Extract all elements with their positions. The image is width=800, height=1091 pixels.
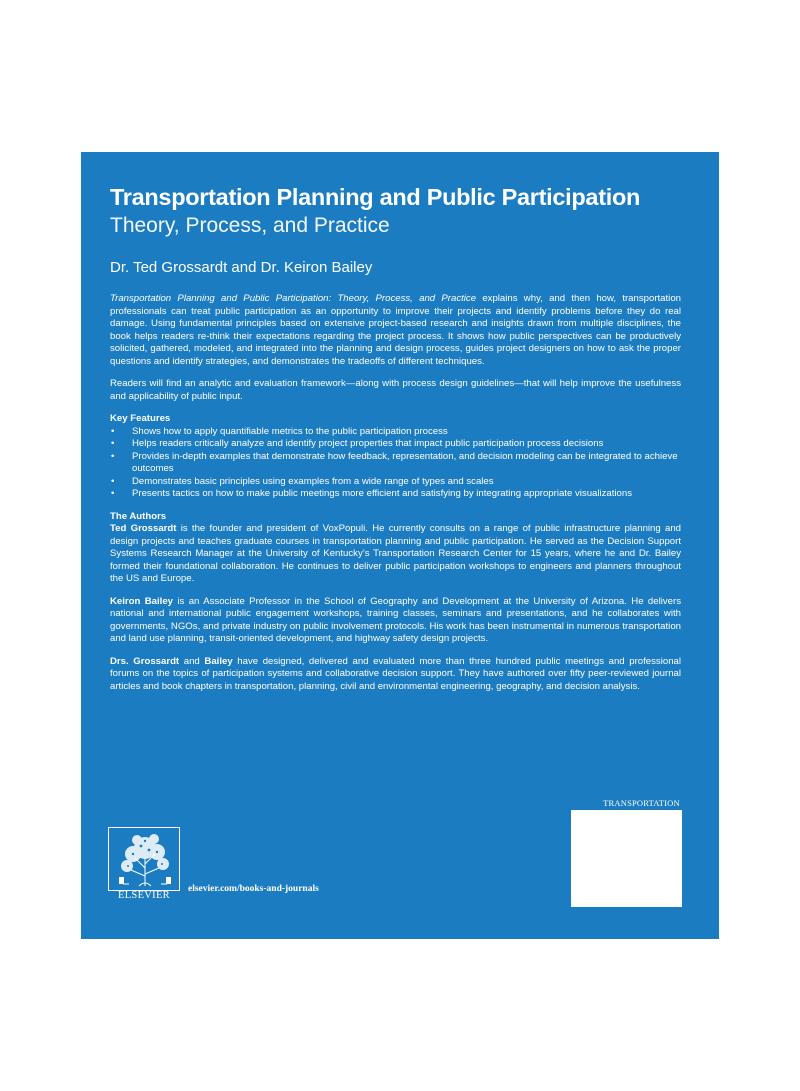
- authors-byline: Dr. Ted Grossardt and Dr. Keiron Bailey: [110, 259, 373, 276]
- intro-text: explains why, and then how, transportation professionals can treat public participation as an opportunity to improve their projects and identify problems before they do real damage. Using fundamental principles based on extensive project-based research and insights drawn from multiple disciplines, the book helps readers re-think their expectations regarding the project process. It shows how public perspectives can be productively solicited, gathered, modeled, and integrated into the planning and design process, guides project designers on how to ask the proper questions and identify strategies, and demonstrates the tradeoffs of different techniques.: [110, 293, 681, 367]
- bailey-name: Keiron Bailey: [110, 595, 174, 607]
- key-feature-item: • Provides in-depth examples that demonstrate how feedback, representation, and decision modeling can be integrated to achieve outcomes: [110, 451, 681, 476]
- grossardt-bio-text: is the founder and president of VoxPopuli. He currently consults on a range of public infrastructure planning and design projects and teaches graduate courses in transportation planning and public participation. He served as the Decision Support Systems Research Manager at the University of Kentucky’s Transportation Research Center for 15 years, where he and Dr. Bailey formed their foundational collaboration. He continues to deliver public participation workshops to engineers and planners throughout the US and Europe.: [110, 523, 681, 584]
- key-feature-item: • Demonstrates basic principles using examples from a wide range of types and scales: [110, 476, 681, 489]
- barcode-area: [571, 810, 682, 907]
- key-features-heading: Key Features: [110, 413, 171, 424]
- joint-bio: [110, 656, 681, 694]
- book-title: Transportation Planning and Public Participation: [110, 184, 641, 210]
- joint-name-bailey: Bailey: [204, 655, 233, 667]
- key-feature-item: • Presents tactics on how to make public meetings more efficient and satisfying by integrating appropriate visualizations: [110, 488, 681, 501]
- key-features-list: [110, 426, 681, 501]
- website-link[interactable]: elsevier.com/books-and-journals: [188, 884, 319, 894]
- grossardt-name: Ted Grossardt: [110, 523, 177, 534]
- intro-paragraph: [110, 293, 681, 368]
- grossardt-bio: [110, 523, 681, 586]
- authors-heading: The Authors: [110, 510, 167, 522]
- tree-icon: [108, 827, 180, 891]
- intro-book-title: Transportation Planning and Public Participation: Theory, Process, and Practice: [110, 293, 477, 304]
- book-subtitle: Theory, Process, and Practice: [110, 214, 390, 237]
- elsevier-logo: [108, 827, 180, 905]
- bailey-bio: [110, 596, 681, 646]
- publisher-name: ELSEVIER: [118, 890, 170, 901]
- key-feature-item: • Helps readers critically analyze and identify project properties that impact public participation process decisions: [110, 438, 681, 451]
- joint-and: and: [179, 655, 205, 667]
- key-feature-item: • Shows how to apply quantifiable metrics to the public participation process: [110, 426, 681, 439]
- category-label: TRANSPORTATION: [603, 798, 680, 808]
- joint-bio-text: have designed, delivered and evaluated more than three hundred public meetings and professional forums on the topics of participation systems and collaborative decision support. They have authored over fifty peer-reviewed journal articles and book chapters in transportation, planning, civil and environmental engineering, geography, and decision analysis.: [110, 655, 681, 692]
- cover-content: [110, 182, 681, 703]
- joint-name-grossardt: Drs. Grossardt: [110, 655, 180, 667]
- back-cover: [81, 152, 719, 939]
- bailey-bio-text: is an Associate Professor in the School of Geography and Development at the University of Arizona. He delivers national and international public engagement workshops, training classes, seminars and presentations, and he collaborates with governments, NGOs, and private industry on public involvement protocols. His work has been instrumental in numerous transportation and land use planning, transit-oriented development, and highway safety design projects.: [110, 595, 681, 644]
- description: [110, 293, 681, 693]
- readers-paragraph: Readers will find an analytic and evaluation framework—along with process design guidelines—that will help improve the usefulness and applicability of public input.: [110, 378, 681, 402]
